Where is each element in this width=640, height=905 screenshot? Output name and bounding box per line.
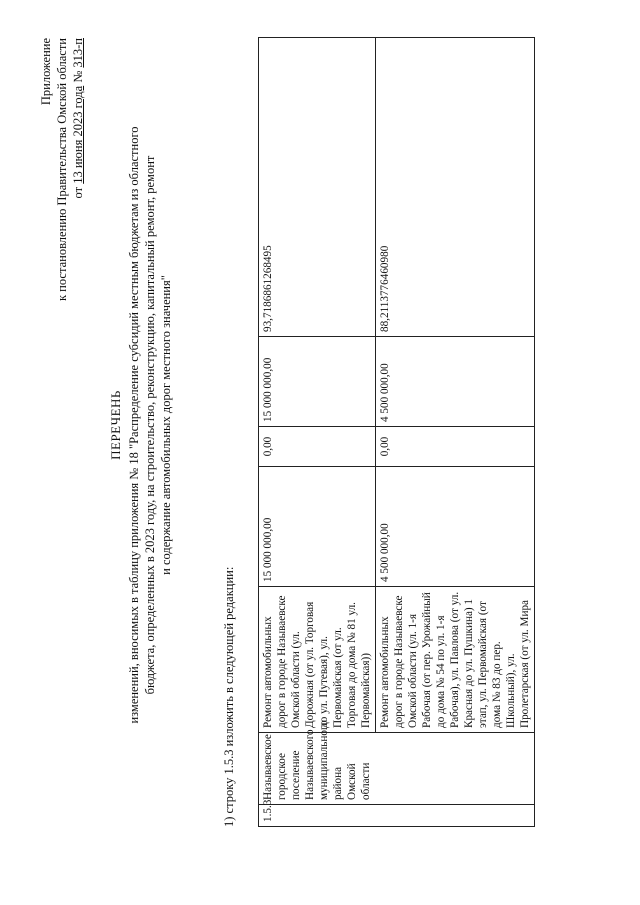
description-cell: Ремонт автомобильных дорог в городе Называевске Омской области (ул. 1-я Рабочая (от пер. Урожайный до дома № 54 по ул. 1-я Рабочая), ул. Павлова (от ул. Красная до ул. Пушкина) 1 этап, ул. Первомайская (от дома № 83 до пер. Школьный), ул. Пролетарская (от ул. Мира	[376, 587, 535, 733]
share-cell: 88,2113776460980	[376, 38, 535, 337]
appendix-header	[38, 38, 86, 458]
zero-cell: 0,00	[259, 427, 376, 467]
intro-text: 1) строку 1.5.3 изложить в следующей редакции:	[222, 566, 236, 827]
title-line-1: изменений, вносимых в таблицу приложения № 18 "Распределение субсидий местным бюджетам из областного	[127, 126, 141, 724]
description-cell: Ремонт автомобильных дорог в городе Называевске Омской области (ул. Дорожная (от ул. Торговая до ул. Путевая), ул. Первомайская (от ул. Торговая до дома № 81 ул. Первомайская))	[259, 587, 376, 733]
total-cell: 4 500 000,00	[376, 337, 535, 427]
resolution-date: 13 июня 2023 года	[71, 85, 85, 184]
resolution-number: 313-п	[71, 38, 85, 68]
amount-cell: 15 000 000,00	[259, 467, 376, 587]
share-cell: 93,7186861268495	[259, 38, 376, 337]
title-line-3: и содержание автомобильных дорог местного значения"	[159, 275, 173, 575]
amount-cell: 4 500 000,00	[376, 467, 535, 587]
row-number: 1.5.3	[259, 805, 535, 827]
resolution-ref: к постановлению Правительства Омской области	[55, 38, 69, 302]
table-row	[259, 38, 376, 827]
zero-cell: 0,00	[376, 427, 535, 467]
document-title	[108, 105, 174, 745]
appendix-label: Приложение	[39, 38, 53, 106]
subsidy-table	[258, 37, 535, 827]
title-heading: ПЕРЕЧЕНЬ	[108, 390, 123, 460]
table-row	[376, 38, 535, 827]
municipality-cell: Называевское городское поселение Называевского муниципального района Омской области	[259, 733, 535, 805]
resolution-date-line: от 13 июня 2023 года № 313-п	[71, 38, 85, 199]
title-line-2: бюджета, определенных в 2023 году, на строительство, реконструкцию, капитальный ремонт, ремонт	[143, 155, 157, 695]
total-cell: 15 000 000,00	[259, 337, 376, 427]
